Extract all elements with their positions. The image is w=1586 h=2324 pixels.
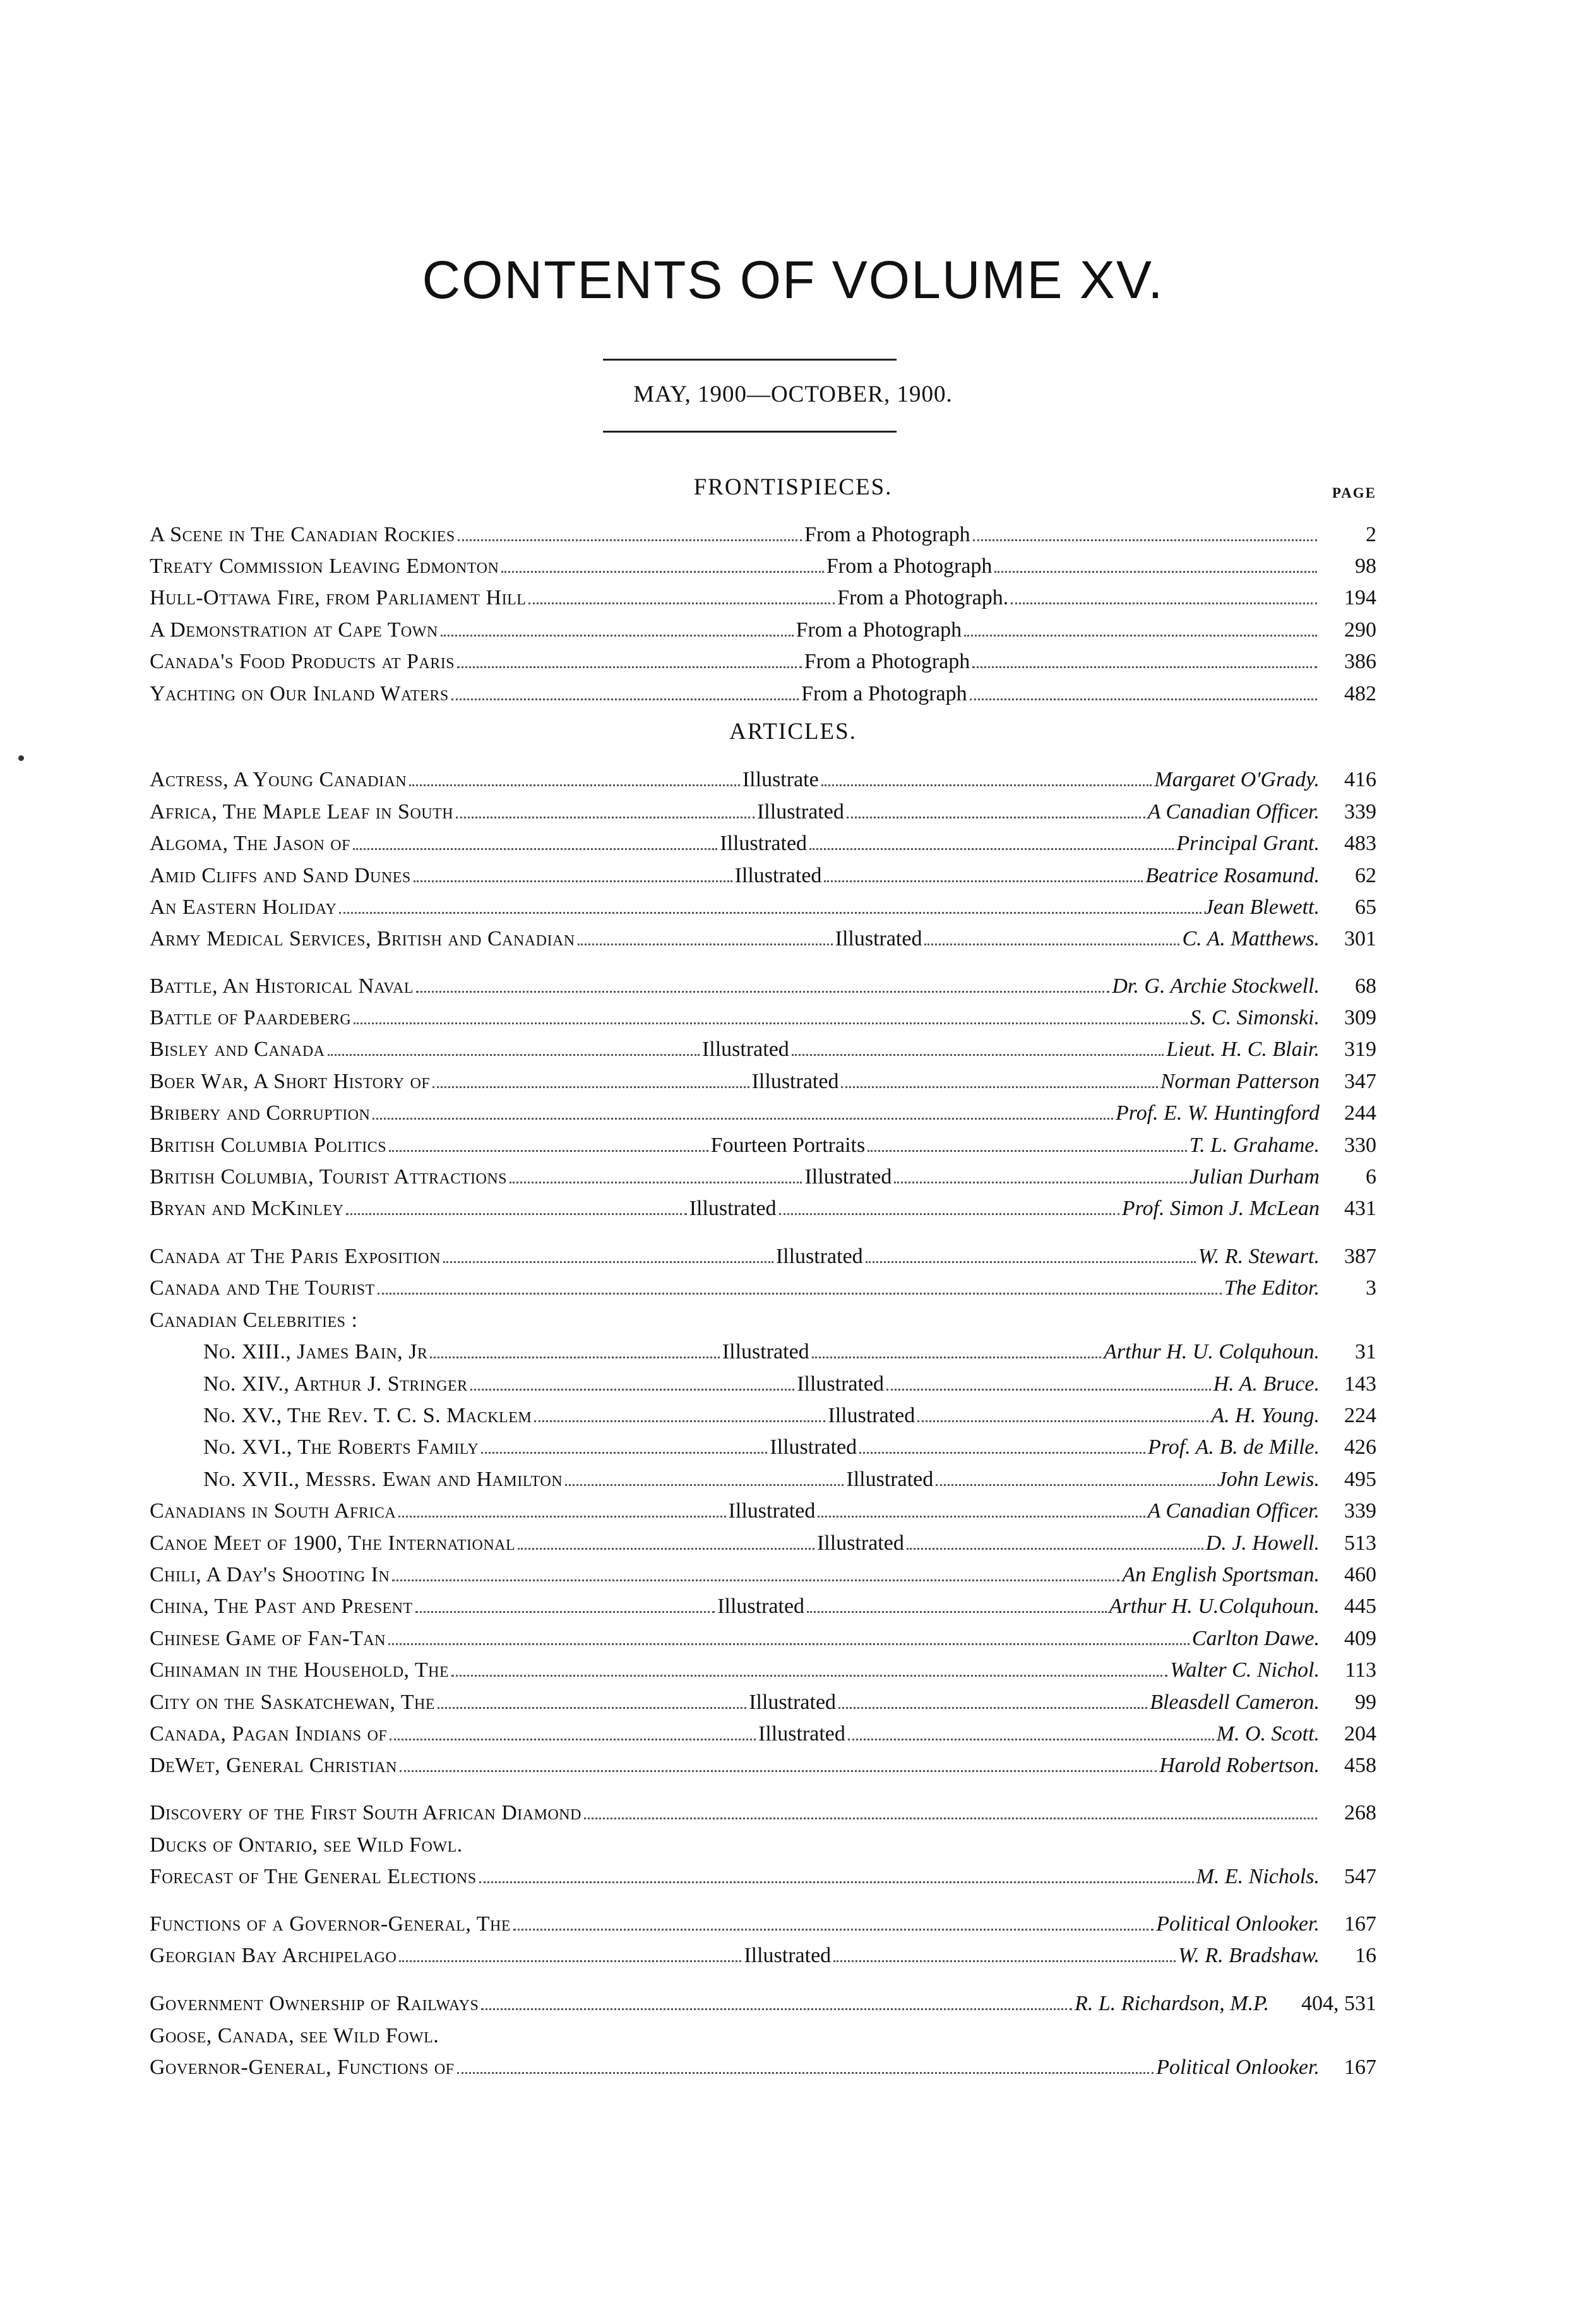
dot-leader <box>457 2072 1154 2074</box>
title-rule-bottom <box>603 431 897 433</box>
frontispieces-entry <box>150 582 1376 614</box>
dot-leader <box>373 1118 1113 1120</box>
dot-leader <box>812 1357 1101 1358</box>
entry-author: Norman Patterson <box>1160 1070 1320 1093</box>
articles-entry <box>150 1797 1376 1829</box>
entry-author: Prof. Simon J. McLean <box>1121 1197 1320 1220</box>
entry-page-number: 98 <box>1355 554 1376 578</box>
entry-kind: Illustrated <box>734 864 822 887</box>
entry-title: A Demonstration at Cape Town <box>150 618 438 642</box>
entry-author: C. A. Matthews. <box>1182 927 1320 950</box>
articles-entry <box>150 1241 1376 1273</box>
articles-entry <box>150 1034 1376 1065</box>
entry-title: A Scene in The Canadian Rockies <box>150 523 455 546</box>
dot-leader <box>339 912 1201 914</box>
dot-leader <box>470 1389 795 1391</box>
articles-entry <box>150 1400 1376 1432</box>
entry-page-number: 301 <box>1344 927 1377 950</box>
dot-leader <box>432 1086 749 1088</box>
entry-title: China, The Past and Present <box>150 1595 413 1618</box>
articles-entry <box>150 1623 1376 1655</box>
dot-leader <box>458 539 802 541</box>
entry-kind: From a Photograph <box>804 650 970 673</box>
entry-title: City on the Saskatchewan, The <box>150 1691 436 1714</box>
entry-page-number: 68 <box>1355 974 1376 998</box>
entry-page-number: 431 <box>1344 1197 1377 1220</box>
entry-kind: Illustrated <box>744 1944 832 1967</box>
page-title: CONTENTS OF VOLUME XV. <box>422 250 1164 309</box>
section-heading-articles: ARTICLES. <box>729 719 857 745</box>
dot-leader <box>779 1213 1119 1215</box>
entry-page-number: 167 <box>1344 1912 1376 1936</box>
entry-author: Political Onlooker. <box>1156 1912 1320 1936</box>
entry-title: Bryan and McKinley <box>150 1197 344 1220</box>
articles-entry <box>150 1718 1376 1750</box>
entry-author: S. C. Simonski. <box>1190 1006 1320 1029</box>
dot-leader <box>481 1452 767 1454</box>
articles-entry <box>150 1655 1376 1686</box>
entry-title: Bribery and Corruption <box>150 1101 371 1125</box>
dot-leader <box>565 1484 844 1486</box>
entry-title: Government Ownership of Railways <box>150 1992 479 2015</box>
entry-page-number: 31 <box>1355 1340 1376 1363</box>
entry-title: Battle of Paardeberg <box>150 1006 352 1029</box>
entry-title: Africa, The Maple Leaf in South <box>150 800 454 824</box>
entry-page-number: 339 <box>1344 800 1377 824</box>
entry-page-number: 445 <box>1344 1595 1376 1618</box>
dot-leader <box>1011 602 1317 604</box>
entry-title: Algoma, The Jason of <box>150 832 350 855</box>
articles-entry <box>150 860 1376 892</box>
dot-leader <box>818 1516 1145 1518</box>
dot-leader <box>528 602 835 604</box>
frontispieces-entry <box>150 678 1376 710</box>
dot-leader <box>518 1548 814 1550</box>
entry-title: Ducks of Ontario, see Wild Fowl. <box>150 1833 463 1857</box>
entry-title: Hull-Ottawa Fire, from Parliament Hill <box>150 586 527 609</box>
entry-kind: Illustrated <box>835 927 922 950</box>
entry-author: R. L. Richardson, M.P. <box>1075 1992 1269 2015</box>
entry-kind: Illustrated <box>828 1404 915 1427</box>
articles-entry <box>150 1464 1376 1495</box>
articles-entry <box>150 1908 1376 1940</box>
entry-page-number: 404, 531 <box>1301 1992 1376 2015</box>
entry-title: Chinese Game of Fan-Tan <box>150 1627 386 1650</box>
dot-leader <box>994 571 1317 573</box>
entry-page-number: 482 <box>1344 682 1376 705</box>
dot-leader <box>451 698 799 700</box>
volume-dates: MAY, 1900—OCTOBER, 1900. <box>633 381 953 407</box>
entry-kind: Illustrated <box>816 1531 904 1555</box>
dot-leader <box>456 817 754 818</box>
entry-page-number: 460 <box>1344 1563 1376 1586</box>
entry-author: A. H. Young. <box>1211 1404 1320 1427</box>
dot-leader <box>833 1960 1176 1962</box>
articles-entry <box>150 923 1376 955</box>
articles-entry <box>150 1495 1376 1527</box>
entry-title: Bisley and Canada <box>150 1038 325 1061</box>
dot-leader <box>479 1881 1194 1883</box>
dot-leader <box>924 943 1179 945</box>
articles-entry <box>150 764 1376 796</box>
entry-page-number: 339 <box>1344 1499 1376 1523</box>
dot-leader <box>328 1054 700 1056</box>
entry-kind: From a Photograph <box>796 618 962 642</box>
dot-leader <box>809 848 1174 850</box>
entry-page-number: 224 <box>1344 1404 1376 1427</box>
articles-entry <box>150 1193 1376 1225</box>
dot-leader <box>972 666 1317 668</box>
entry-page-number: 495 <box>1344 1468 1376 1491</box>
entry-page-number: 409 <box>1344 1627 1376 1650</box>
entry-kind: From a Photograph. <box>837 586 1009 609</box>
dot-leader <box>400 1770 1157 1772</box>
entry-title: Army Medical Services, British and Canadian <box>150 927 575 950</box>
dot-leader <box>917 1420 1208 1422</box>
articles-entry <box>150 1336 1376 1368</box>
dot-leader <box>807 1611 1107 1613</box>
dot-leader <box>346 1213 686 1215</box>
entry-kind: Illustrated <box>749 1691 837 1714</box>
frontispieces-entry <box>150 551 1376 582</box>
entry-page-number: 426 <box>1344 1435 1376 1459</box>
articles-entry <box>150 1161 1376 1193</box>
entry-page-number: 143 <box>1344 1372 1377 1396</box>
entry-title: British Columbia, Tourist Attractions <box>150 1165 508 1189</box>
articles-entry <box>150 1305 1376 1336</box>
entry-title: No. XVII., Messrs. Ewan and Hamilton <box>203 1468 563 1491</box>
dot-leader <box>841 1086 1157 1088</box>
entry-author: Lieut. H. C. Blair. <box>1166 1038 1320 1061</box>
margin-mark <box>18 755 24 761</box>
entry-title: Boer War, A Short History of <box>150 1070 431 1093</box>
dot-leader <box>792 1054 1164 1056</box>
dot-leader <box>430 1357 719 1358</box>
dot-leader <box>964 635 1317 637</box>
entry-page-number: 65 <box>1355 895 1376 919</box>
entry-author: W. R. Bradshaw. <box>1178 1944 1320 1967</box>
dot-leader <box>970 698 1317 700</box>
entry-title: Functions of a Governor-General, The <box>150 1912 511 1936</box>
entry-author: W. R. Stewart. <box>1198 1245 1320 1268</box>
articles-entry <box>150 1988 1376 2020</box>
entry-title: Chili, A Day's Shooting In <box>150 1563 390 1586</box>
articles-entry <box>150 1830 1376 1861</box>
entry-page-number: 99 <box>1355 1691 1377 1714</box>
entry-kind: Illustrated <box>758 1722 845 1746</box>
entry-page-number: 513 <box>1344 1531 1376 1555</box>
entry-author: A Canadian Officer. <box>1147 1499 1320 1523</box>
entry-author: T. L. Grahame. <box>1189 1134 1320 1157</box>
entry-kind: Illustrated <box>804 1165 892 1189</box>
dot-leader <box>578 943 833 945</box>
entry-page-number: 113 <box>1345 1658 1376 1682</box>
entry-title: No. XIII., James Bain, Jr <box>203 1340 428 1363</box>
entry-page-number: 62 <box>1355 864 1376 887</box>
dot-leader <box>584 1818 1317 1819</box>
articles-entry <box>150 1861 1376 1893</box>
dot-leader <box>859 1452 1145 1454</box>
entry-kind: Fourteen Portraits <box>710 1134 866 1157</box>
entry-kind: Illustrated <box>756 800 844 824</box>
entry-kind: Illustrated <box>717 1595 805 1618</box>
entry-page-number: 483 <box>1344 832 1376 855</box>
entry-title: Canada's Food Products at Paris <box>150 650 455 673</box>
entry-kind: Illustrated <box>720 832 808 855</box>
entry-page-number: 6 <box>1366 1165 1376 1189</box>
entry-title: Canada, Pagan Indians of <box>150 1722 388 1746</box>
entry-title: Canadian Celebrities : <box>150 1309 358 1332</box>
entry-author: M. E. Nichols. <box>1196 1865 1320 1888</box>
dot-leader <box>868 1150 1187 1152</box>
dot-leader <box>390 1739 756 1740</box>
articles-entry <box>150 1002 1376 1034</box>
articles-entry <box>150 1130 1376 1161</box>
dot-leader <box>848 1739 1214 1740</box>
entry-kind: Illustrated <box>797 1372 885 1396</box>
entry-author: D. J. Howell. <box>1205 1531 1320 1555</box>
dot-leader <box>907 1548 1203 1550</box>
dot-leader <box>451 1675 1167 1677</box>
entry-title: An Eastern Holiday <box>150 895 337 919</box>
entry-title: Treaty Commission Leaving Edmonton <box>150 554 499 578</box>
articles-entry <box>150 796 1376 828</box>
entry-title: Canada at The Paris Exposition <box>150 1245 441 1268</box>
entry-author: Prof. E. W. Huntingford <box>1115 1101 1320 1125</box>
entry-title: Amid Cliffs and Sand Dunes <box>150 864 411 887</box>
articles-entry <box>150 1273 1376 1304</box>
articles-entry <box>150 1432 1376 1463</box>
articles-entry <box>150 2052 1376 2083</box>
articles-entry <box>150 1750 1376 1782</box>
entry-title: Actress, A Young Canadian <box>150 768 407 791</box>
entry-author: Harold Robertson. <box>1159 1754 1320 1777</box>
dot-leader <box>824 880 1143 882</box>
section-heading-frontispieces: FRONTISPIECES. <box>693 474 893 500</box>
frontispieces-entry <box>150 614 1376 646</box>
dot-leader <box>389 1150 708 1152</box>
dot-leader <box>416 991 1109 993</box>
entry-title: Battle, An Historical Naval <box>150 974 414 998</box>
entry-kind: Illustrated <box>689 1197 777 1220</box>
dot-leader <box>354 1022 1188 1024</box>
entry-title: Governor-General, Functions of <box>150 2056 455 2079</box>
page-column-label: PAGE <box>1332 485 1376 501</box>
entry-page-number: 416 <box>1344 768 1377 791</box>
articles-entry <box>150 1591 1376 1622</box>
entry-author: An English Sportsman. <box>1122 1563 1320 1586</box>
entry-kind: From a Photograph <box>804 523 970 546</box>
entry-author: Beatrice Rosamund. <box>1145 864 1320 887</box>
entry-page-number: 319 <box>1344 1038 1377 1061</box>
entry-kind: Illustrated <box>701 1038 789 1061</box>
entry-page-number: 547 <box>1344 1865 1376 1888</box>
entry-page-number: 347 <box>1344 1070 1376 1093</box>
entry-author: H. A. Bruce. <box>1213 1372 1320 1396</box>
entry-author: Julian Durham <box>1189 1165 1320 1189</box>
entry-page-number: 330 <box>1344 1134 1376 1157</box>
frontispieces-entry <box>150 519 1376 551</box>
dot-leader <box>378 1293 1222 1295</box>
entry-author: Margaret O'Grady. <box>1154 768 1320 791</box>
dot-leader <box>847 817 1145 818</box>
articles-entry <box>150 892 1376 923</box>
entry-page-number: 204 <box>1344 1722 1377 1746</box>
entry-kind: Illustrated <box>751 1070 839 1093</box>
entry-kind: Illustrated <box>722 1340 809 1363</box>
title-rule-top <box>603 359 897 361</box>
entry-author: The Editor. <box>1224 1276 1320 1300</box>
entry-author: Arthur H. U.Colquhoun. <box>1109 1595 1320 1618</box>
entry-title: British Columbia Politics <box>150 1134 387 1157</box>
dot-leader <box>534 1420 825 1422</box>
entry-title: Canoe Meet of 1900, The International <box>150 1531 516 1555</box>
articles-entry <box>150 1528 1376 1559</box>
dot-leader <box>409 784 740 786</box>
entry-title: No. XIV., Arthur J. Stringer <box>203 1372 468 1396</box>
articles-entry <box>150 1098 1376 1129</box>
entry-kind: From a Photograph <box>826 554 993 578</box>
entry-author: Political Onlooker. <box>1156 2056 1320 2079</box>
entry-author: Prof. A. B. de Mille. <box>1148 1435 1320 1459</box>
entry-page-number: 167 <box>1344 2056 1376 2079</box>
entry-author: Bleasdell Cameron. <box>1150 1691 1320 1714</box>
entry-author: M. O. Scott. <box>1216 1722 1320 1746</box>
entry-page-number: 290 <box>1344 618 1376 642</box>
dot-leader <box>399 1960 741 1962</box>
entry-page-number: 458 <box>1344 1754 1376 1777</box>
entry-kind: From a Photograph <box>801 682 967 705</box>
dot-leader <box>398 1516 725 1518</box>
entry-title: No. XVI., The Roberts Family <box>203 1435 479 1459</box>
entry-title: Discovery of the First South African Diamond <box>150 1801 581 1824</box>
dot-leader <box>481 2008 1072 2010</box>
frontispieces-entry <box>150 646 1376 678</box>
dot-leader <box>443 1261 773 1263</box>
entry-author: A Canadian Officer. <box>1147 800 1320 824</box>
dot-leader <box>936 1484 1214 1486</box>
entry-author: Arthur H. U. Colquhoun. <box>1104 1340 1320 1363</box>
entry-title: Georgian Bay Archipelago <box>150 1944 397 1967</box>
articles-entry <box>150 971 1376 1002</box>
dot-leader <box>838 1707 1147 1709</box>
entry-page-number: 16 <box>1355 1944 1377 1967</box>
dot-leader <box>894 1182 1186 1183</box>
entry-author: Walter C. Nichol. <box>1170 1658 1320 1682</box>
entry-page-number: 2 <box>1366 523 1376 546</box>
articles-entry <box>150 828 1376 860</box>
dot-leader <box>821 784 1152 786</box>
entry-page-number: 3 <box>1366 1276 1376 1300</box>
articles-entry <box>150 1940 1376 1972</box>
dot-leader <box>973 539 1317 541</box>
dot-leader <box>866 1261 1196 1263</box>
articles-entry <box>150 1687 1376 1718</box>
entry-title: DeWet, General Christian <box>150 1754 398 1777</box>
entry-page-number: 386 <box>1344 650 1376 673</box>
dot-leader <box>501 571 824 573</box>
dot-leader <box>457 666 802 668</box>
entry-title: Canada and The Tourist <box>150 1276 375 1300</box>
dot-leader <box>510 1182 802 1183</box>
entry-title: Goose, Canada, see Wild Fowl. <box>150 2024 439 2047</box>
entry-page-number: 268 <box>1344 1801 1376 1824</box>
articles-entry <box>150 1369 1376 1400</box>
dot-leader <box>388 1643 1190 1645</box>
entry-page-number: 309 <box>1344 1006 1376 1029</box>
entry-kind: Illustrated <box>775 1245 863 1268</box>
entry-title: Chinaman in the Household, The <box>150 1658 450 1682</box>
dot-leader <box>353 848 717 850</box>
dot-leader <box>438 1707 746 1709</box>
dot-leader <box>414 880 732 882</box>
entry-title: Yachting on Our Inland Waters <box>150 682 449 705</box>
entry-kind: Illustrated <box>846 1468 934 1491</box>
entry-page-number: 387 <box>1344 1245 1376 1268</box>
entry-author: Jean Blewett. <box>1203 895 1320 919</box>
entry-title: Forecast of The General Elections <box>150 1865 477 1888</box>
dot-leader <box>392 1579 1119 1581</box>
entry-page-number: 194 <box>1344 586 1377 609</box>
entry-kind: Illustrated <box>728 1499 816 1523</box>
articles-entry <box>150 1066 1376 1098</box>
entry-kind: Illustrated <box>770 1435 857 1459</box>
dot-leader <box>513 1929 1154 1931</box>
entry-author: Carlton Dawe. <box>1191 1627 1320 1650</box>
dot-leader <box>415 1611 715 1613</box>
entry-author: Principal Grant. <box>1176 832 1320 855</box>
entry-author: John Lewis. <box>1217 1468 1320 1491</box>
entry-kind: Illustrate <box>742 768 819 791</box>
dot-leader <box>886 1389 1211 1391</box>
articles-entry <box>150 2020 1376 2052</box>
entry-page-number: 244 <box>1344 1101 1376 1125</box>
entry-author: Dr. G. Archie Stockwell. <box>1112 974 1320 998</box>
dot-leader <box>441 635 794 637</box>
entry-title: Canadians in South Africa <box>150 1499 396 1523</box>
articles-entry <box>150 1559 1376 1591</box>
entry-title: No. XV., The Rev. T. C. S. Macklem <box>203 1404 532 1427</box>
